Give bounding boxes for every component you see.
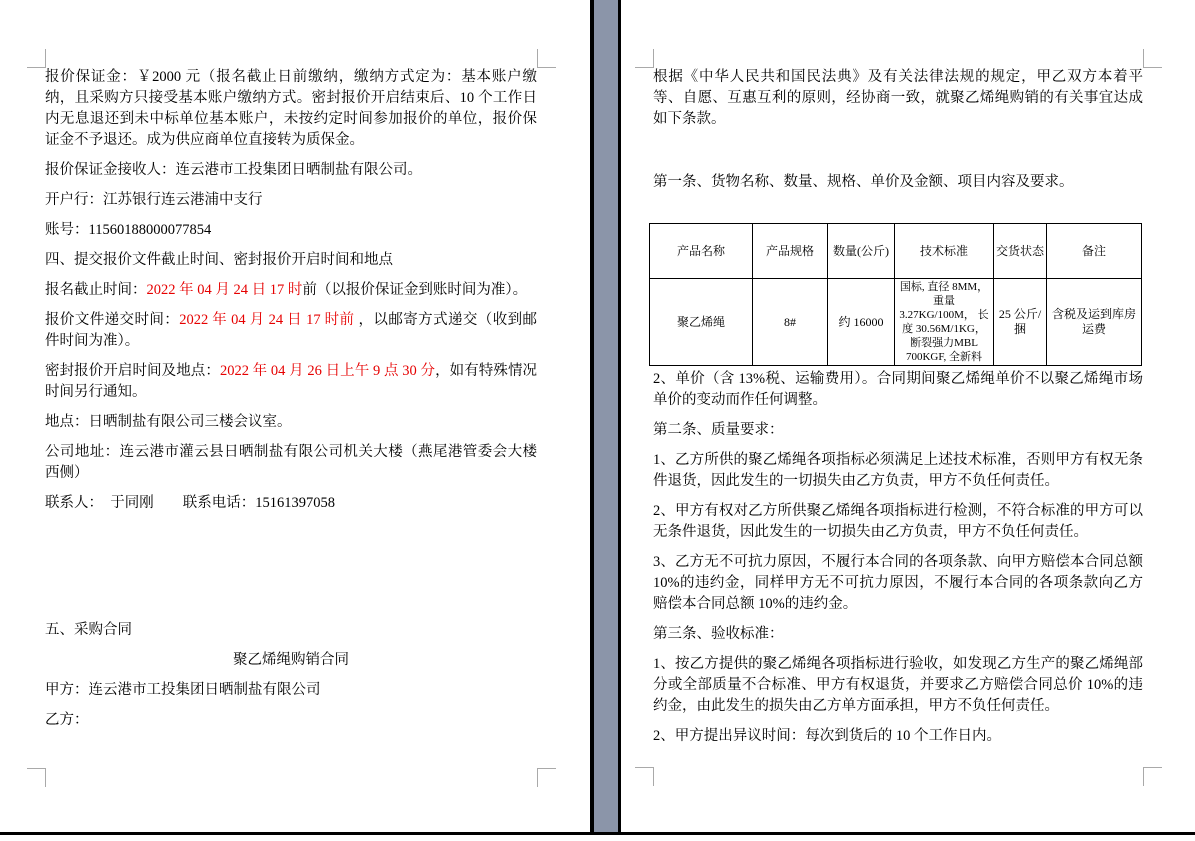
goods-table-data-row	[650, 279, 1142, 366]
col-header-delivery-state: 交货状态	[994, 224, 1047, 279]
paragraph-party-a: 甲方：连云港市工投集团日晒制盐有限公司	[45, 682, 321, 698]
paragraph-submission-deadline	[45, 310, 537, 352]
cell-quantity: 约 16000	[828, 279, 895, 366]
submission-rest: ，以邮寄方式递交（收到邮件时间为准）。	[45, 312, 538, 349]
paragraph-party-b: 乙方：	[45, 712, 89, 728]
paragraph-registration-deadline	[45, 280, 537, 301]
paragraph-price-note: 2、单价（含 13%税、运输费用）。合同期间聚乙烯绳单价不以聚乙烯绳市场单价的变动而作任何调整。	[653, 371, 1143, 408]
col-header-product-spec: 产品规格	[753, 224, 828, 279]
section-5-heading: 五、采购合同	[45, 622, 132, 638]
cell-delivery-state: 25 公斤/捆	[994, 279, 1047, 366]
col-header-tech-standard: 技术标准	[895, 224, 994, 279]
document-page-2[interactable]	[621, 0, 1195, 832]
contract-title: 聚乙烯绳购销合同	[233, 652, 349, 668]
clause-2-item-3: 3、乙方无不可抗力原因，不履行本合同的各项条款、向甲方赔偿本合同总额 10%的违约金，同样甲方无不可抗力原因，不履行本合同的各项条款向乙方赔偿本合同总额 10%的违约金。	[653, 554, 1143, 612]
blank-space	[653, 139, 1143, 172]
margin-corner-mark	[537, 49, 556, 68]
clause-3-item-2: 2、甲方提出异议时间：每次到货后的 10 个工作日内。	[653, 728, 1001, 744]
clause-2-item-1: 1、乙方所供的聚乙烯绳各项指标必须满足上述技术标准，否则甲方有权无条件退货，因此发生的一切损失由乙方负责，甲方不负任何责任。	[653, 452, 1143, 489]
paragraph-deposit-receiver: 报价保证金接收人：连云港市工投集团日晒制盐有限公司。	[45, 162, 422, 178]
clause-2-heading: 第二条、质量要求：	[653, 422, 784, 438]
col-header-product-name: 产品名称	[650, 224, 753, 279]
section-4-heading: 四、提交报价文件截止时间、密封报价开启时间和地点	[45, 252, 393, 268]
paragraph-company-address: 公司地址：连云港市灌云县日晒制盐有限公司机关大楼（燕尾港管委会大楼西侧）	[45, 444, 537, 481]
margin-corner-mark	[635, 49, 654, 68]
opening-rest: ，如有特殊情况时间另行通知。	[45, 363, 538, 400]
deadline-date-red: 2022 年 04 月 24 日 17 时	[146, 282, 303, 298]
clause-3-heading: 第三条、验收标准：	[653, 626, 784, 642]
cell-product-spec: 8#	[753, 279, 828, 366]
view-bottom-edge	[0, 832, 1195, 835]
goods-table	[649, 223, 1142, 366]
opening-date-red: 2022 年 04 月 26 日上午 9 点 30 分	[219, 363, 436, 379]
paragraph-intro: 根据《中华人民共和国民法典》及有关法律法规的规定，甲乙双方本着平等、自愿、互惠互利的原则，经协商一致，就聚乙烯绳购销的有关事宜达成如下条款。	[653, 69, 1143, 127]
paragraph-account-number: 账号：11560188000077854	[45, 222, 212, 238]
deadline-label: 报名截止时间：	[45, 282, 147, 298]
cell-tech-standard: 国标, 直径 8MM，重量 3.27KG/100M， 长度 30.56M/1KG，断裂强力MBL 700KGF, 全新料	[895, 279, 994, 366]
margin-corner-mark	[27, 768, 46, 787]
submission-date-red: 2022 年 04 月 24 日 17 时前	[179, 312, 355, 328]
cell-product-name: 聚乙烯绳	[650, 279, 753, 366]
margin-corner-mark	[27, 49, 46, 68]
deadline-rest: 前（以报价保证金到账时间为准）。	[302, 282, 528, 298]
margin-corner-mark	[1143, 49, 1162, 68]
paragraph-deposit: 报价保证金：￥2000 元（报名截止日前缴纳，缴纳方式定为：基本账户缴纳，且采购方只接受基本账户缴纳方式。密封报价开启结束后、10 个工作日内无息退还到未中标单位基本账户，未按约定时间参加报价的单位，报价保证金不予退还。成为供应商单位直接转为质保金。	[45, 69, 537, 148]
margin-corner-mark	[537, 768, 556, 787]
page-gap-divider	[590, 0, 621, 832]
page-2-text-area[interactable]	[653, 67, 1143, 756]
document-page-1[interactable]	[0, 0, 590, 832]
margin-corner-mark	[1143, 767, 1162, 786]
col-header-quantity: 数量(公斤)	[828, 224, 895, 279]
clause-2-item-2: 2、甲方有权对乙方所供聚乙烯绳各项指标进行检测，不符合标准的甲方可以无条件退货，因此发生的一切损失由乙方负责，甲方不负任何责任。	[653, 503, 1143, 540]
paragraph-opening-time	[45, 361, 537, 403]
goods-table-header-row	[650, 224, 1142, 279]
submission-label: 报价文件递交时间：	[45, 312, 180, 328]
opening-label: 密封报价开启时间及地点：	[45, 363, 220, 379]
paragraph-contact: 联系人： 于同刚 联系电话：15161397058	[45, 495, 335, 511]
clause-3-item-1: 1、按乙方提供的聚乙烯绳各项指标进行验收，如发现乙方生产的聚乙烯绳部分或全部质量不合标准、甲方有权退货，并要求乙方赔偿合同总价 10%的违约金，由此发生的损失由乙方单方面承担，甲方不负任何责任。	[653, 656, 1143, 714]
paragraph-bank: 开户行：江苏银行连云港浦中支行	[45, 192, 263, 208]
page-1-text-area[interactable]	[45, 67, 537, 740]
paragraph-venue: 地点：日晒制盐有限公司三楼会议室。	[45, 414, 292, 430]
cell-remark: 含税及运到库房运费	[1047, 279, 1142, 366]
margin-corner-mark	[635, 767, 654, 786]
blank-space	[45, 523, 537, 620]
clause-1-heading: 第一条、货物名称、数量、规格、单价及金额、项目内容及要求。	[653, 174, 1074, 190]
col-header-remark: 备注	[1047, 224, 1142, 279]
